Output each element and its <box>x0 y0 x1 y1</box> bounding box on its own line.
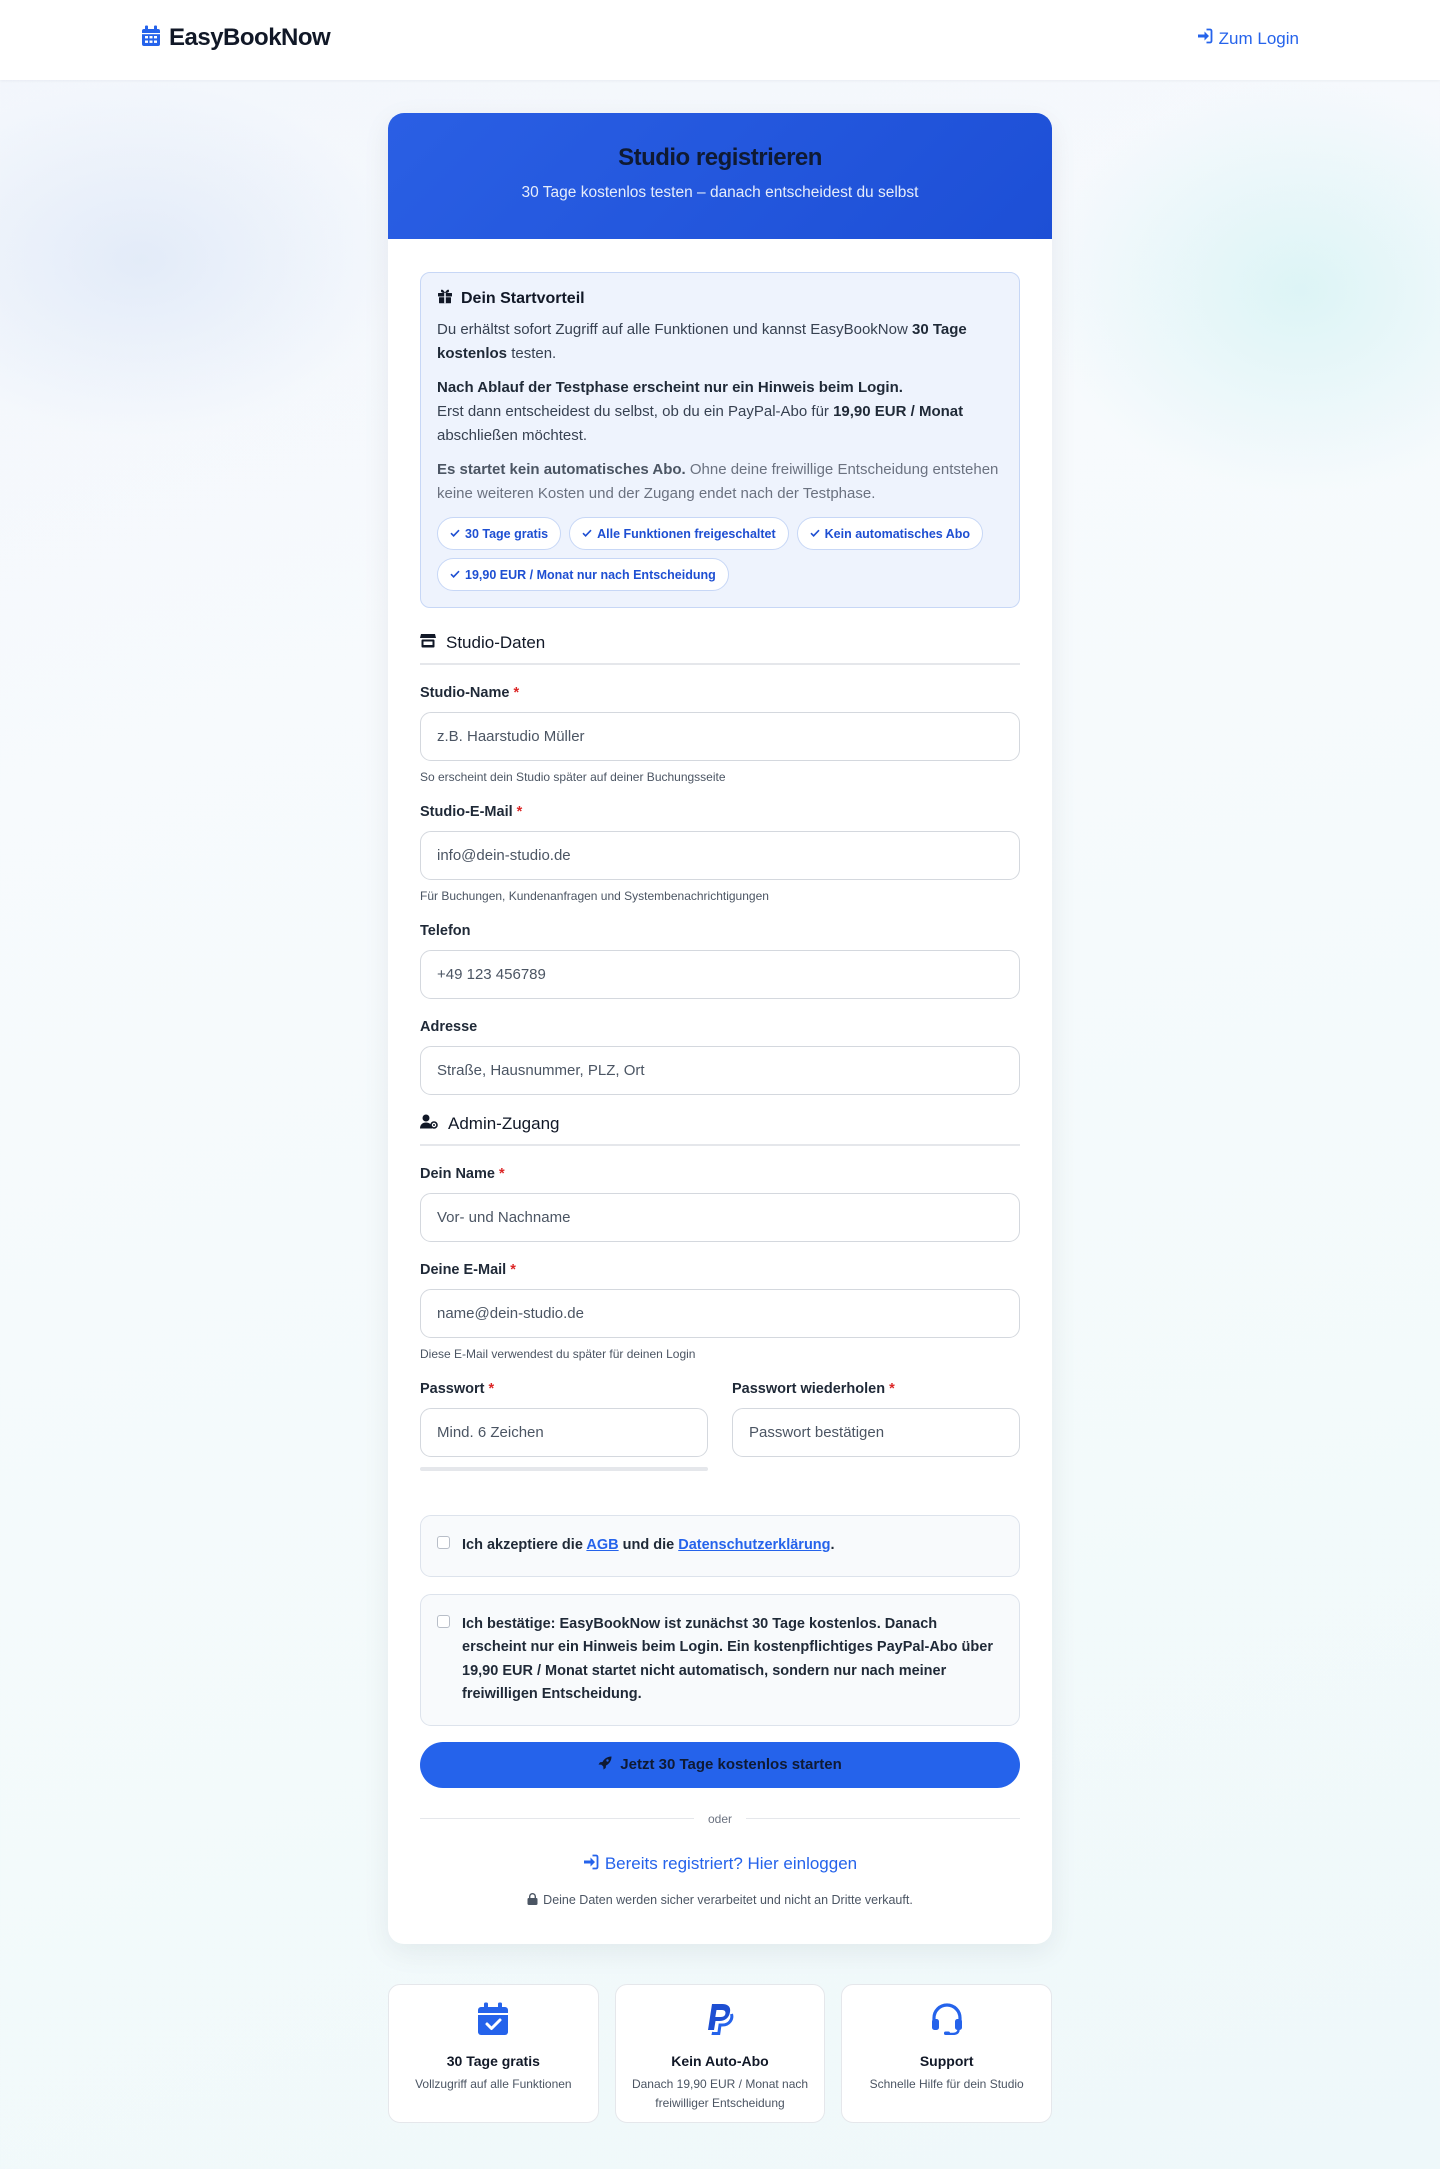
card-body <box>388 239 1052 1944</box>
admin-name-field <box>420 1166 1020 1242</box>
promo-badges <box>437 517 1003 591</box>
login-link-label: Zum Login <box>1218 28 1299 48</box>
privacy-policy-link[interactable]: Datenschutzerklärung <box>678 1537 831 1553</box>
password-label <box>420 1381 708 1397</box>
divider-line <box>420 1818 694 1819</box>
admin-email-input[interactable] <box>420 1289 1020 1338</box>
feature-card-support <box>841 1984 1052 2123</box>
agb-link[interactable]: AGB <box>586 1537 619 1553</box>
brand-name: EasyBookNow <box>169 24 331 51</box>
phone-field <box>420 923 1020 999</box>
promo-p2-bold: Nach Ablauf der Testphase erscheint nur ein Hinweis beim Login. <box>437 379 903 396</box>
check-icon <box>582 527 592 541</box>
label-text: Passwort <box>420 1381 485 1397</box>
feature-card-trial <box>388 1984 599 2123</box>
feature-cards <box>388 1984 1052 2123</box>
label-text: Deine E-Mail <box>420 1262 507 1278</box>
start-trial-label: Jetzt 30 Tage kostenlos starten <box>620 1756 842 1773</box>
password-repeat-field <box>732 1381 1020 1471</box>
label-text: Passwort wiederholen <box>732 1381 886 1397</box>
promo-p2-text: Erst dann entscheidest du selbst, ob du ein PayPal-Abo für <box>437 403 834 420</box>
required-mark: * <box>488 1381 495 1397</box>
studio-name-label <box>420 685 1020 701</box>
check-icon <box>810 527 820 541</box>
address-label: Adresse <box>420 1019 478 1035</box>
promo-p2-end: abschließen möchtest. <box>437 427 588 444</box>
required-mark: * <box>516 804 523 820</box>
badge-price <box>437 558 729 591</box>
phone-input[interactable] <box>420 950 1020 999</box>
already-registered-link[interactable] <box>583 1854 857 1875</box>
already-registered-label: Bereits registriert? Hier einloggen <box>604 1854 858 1873</box>
label-text: Studio-Name <box>420 685 510 701</box>
trial-consent-text: Ich bestätige: EasyBookNow ist zunächst 30 Tage kostenlos. Danach erscheint nur ein Hinweis beim Login. Ein kostenpflichtiges PayPal-Abo über 19,90 EUR / Monat startet nicht automatisch, sondern nur nach meiner freiwilligen Entscheidung. <box>462 1615 993 1702</box>
badge-label: Kein automatisches Abo <box>824 526 971 541</box>
rocket-icon <box>598 1756 612 1774</box>
admin-email-label <box>420 1262 1020 1278</box>
user-gear-icon <box>420 1114 438 1134</box>
admin-section-label: Admin-Zugang <box>448 1114 560 1133</box>
badge-label: 19,90 EUR / Monat nur nach Entscheidung <box>465 567 716 582</box>
terms-consent-box <box>420 1515 1020 1577</box>
required-mark: * <box>498 1166 505 1182</box>
admin-name-label <box>420 1166 1020 1182</box>
promo-p2-price: 19,90 EUR / Monat <box>833 403 964 420</box>
badge-30-days <box>437 517 561 550</box>
or-divider <box>420 1812 1020 1826</box>
top-navbar <box>0 0 1440 80</box>
trial-consent-box <box>420 1594 1020 1726</box>
password-repeat-input[interactable] <box>732 1408 1020 1457</box>
badge-label: 30 Tage gratis <box>465 526 549 541</box>
headset-icon <box>842 2001 1051 2037</box>
promo-p3-bold: Es startet kein automatisches Abo. <box>437 461 686 478</box>
feature-title: Kein Auto-Abo <box>671 2052 769 2069</box>
feature-subtitle: Schnelle Hilfe für dein Studio <box>869 2076 1024 2091</box>
studio-section-title <box>420 633 1020 665</box>
divider-line <box>746 1818 1020 1819</box>
trial-checkbox[interactable] <box>437 1615 450 1628</box>
required-mark: * <box>510 1262 516 1278</box>
admin-section-title <box>420 1114 1020 1146</box>
feature-title: 30 Tage gratis <box>446 2052 540 2069</box>
feature-subtitle: Danach 19,90 EUR / Monat nach freiwilliger Entscheidung <box>631 2076 809 2110</box>
studio-email-hint: Für Buchungen, Kundenanfragen und Systembenachrichtigungen <box>420 889 769 903</box>
address-field <box>420 1019 1020 1095</box>
password-row <box>420 1361 1020 1471</box>
promo-p1-text: Du erhältst sofort Zugriff auf alle Funktionen und kannst EasyBookNow <box>437 321 912 338</box>
privacy-note-text: Deine Daten werden sicher verarbeitet und nicht an Dritte verkauft. <box>543 1893 913 1907</box>
feature-card-no-auto-subscription <box>615 1984 826 2123</box>
password-input[interactable] <box>420 1408 708 1457</box>
studio-email-label <box>420 804 1020 820</box>
lock-icon <box>527 1893 538 1908</box>
terms-text-b: und die <box>618 1537 679 1553</box>
page-title: Studio registrieren <box>618 144 822 171</box>
terms-text-a: Ich akzeptiere die <box>462 1537 587 1553</box>
check-icon <box>450 527 460 541</box>
feature-subtitle: Vollzugriff auf alle Funktionen <box>415 2076 572 2091</box>
studio-email-field <box>420 804 1020 903</box>
alt-login-row <box>420 1854 1020 1875</box>
phone-label: Telefon <box>420 923 471 939</box>
paypal-icon <box>616 2001 825 2037</box>
start-bonus-box <box>420 272 1020 608</box>
admin-email-hint: Diese E-Mail verwendest du später für deinen Login <box>420 1347 696 1361</box>
calendar-icon <box>141 25 161 52</box>
card-header <box>388 113 1052 239</box>
studio-name-input[interactable] <box>420 712 1020 761</box>
terms-consent-text <box>462 1534 835 1558</box>
sign-in-icon <box>583 1854 599 1875</box>
terms-checkbox[interactable] <box>437 1536 450 1549</box>
password-repeat-label <box>732 1381 1020 1397</box>
promo-title-text: Dein Startvorteil <box>461 289 585 307</box>
start-trial-button[interactable] <box>420 1742 1020 1788</box>
sign-in-icon <box>1197 28 1213 49</box>
feature-title: Support <box>919 2052 974 2069</box>
check-icon <box>450 568 460 582</box>
login-link[interactable] <box>1197 28 1299 49</box>
privacy-note <box>420 1893 1020 1908</box>
promo-p3-text: Ohne deine freiwillige Entscheidung entstehen keine weiteren Kosten und der Zugang endet nach der Testphase. <box>437 461 999 502</box>
gift-icon <box>437 288 453 309</box>
promo-title <box>437 288 1003 309</box>
promo-paragraph-1 <box>437 318 1003 366</box>
page-subtitle: 30 Tage kostenlos testen – danach entscheidest du selbst <box>521 184 919 201</box>
brand-logo[interactable] <box>141 24 330 52</box>
calendar-check-icon <box>389 2001 598 2037</box>
studio-name-hint: So erscheint dein Studio später auf deiner Buchungsseite <box>420 770 726 784</box>
promo-paragraph-2 <box>437 376 1003 448</box>
label-text: Dein Name <box>420 1166 495 1182</box>
password-strength-bar <box>420 1467 708 1471</box>
registration-card <box>388 113 1052 1944</box>
label-text: Studio-E-Mail <box>420 804 513 820</box>
promo-p1-bold: 30 Tage kostenlos <box>437 321 967 362</box>
promo-p1-end: testen. <box>507 345 557 362</box>
password-field <box>420 1381 708 1471</box>
studio-email-input[interactable] <box>420 831 1020 880</box>
admin-email-field <box>420 1262 1020 1361</box>
badge-all-features <box>569 517 789 550</box>
promo-paragraph-3 <box>437 458 1003 506</box>
divider-label: oder <box>707 1811 733 1826</box>
store-icon <box>420 633 436 653</box>
badge-label: Alle Funktionen freigeschaltet <box>597 526 776 541</box>
badge-no-auto-subscription <box>797 517 983 550</box>
required-mark: * <box>513 685 520 701</box>
studio-section-label: Studio-Daten <box>446 633 546 652</box>
admin-name-input[interactable] <box>420 1193 1020 1242</box>
required-mark: * <box>889 1381 895 1397</box>
terms-text-c: . <box>830 1537 835 1553</box>
address-input[interactable] <box>420 1046 1020 1095</box>
studio-name-field <box>420 685 1020 784</box>
